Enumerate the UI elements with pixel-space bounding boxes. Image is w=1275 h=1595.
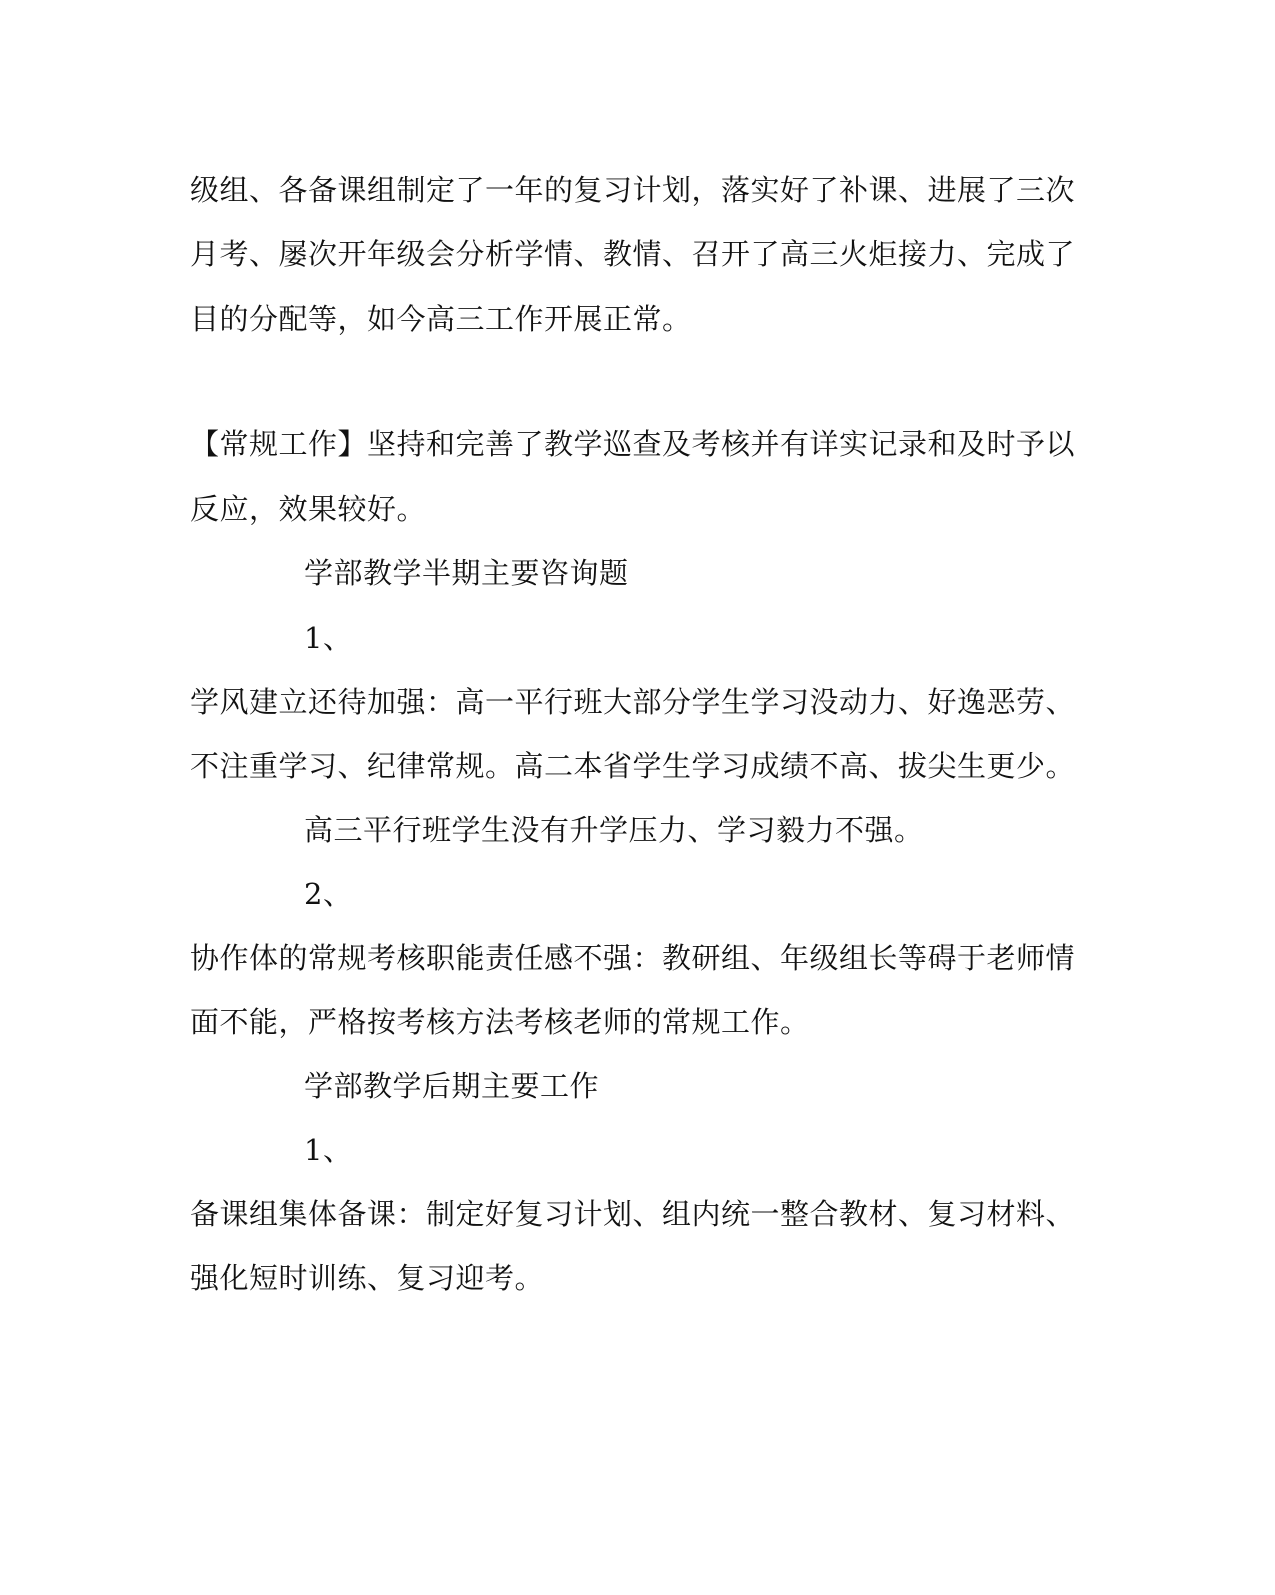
paragraph-line: 反应，效果较好。 bbox=[190, 492, 427, 526]
paragraph-line: 级组、各备课组制定了一年的复习计划，落实好了补课、进展了三次 bbox=[190, 173, 1076, 207]
list-number: 2、 bbox=[304, 877, 353, 911]
section-heading: 学部教学后期主要工作 bbox=[304, 1069, 600, 1103]
paragraph-line: 月考、屡次开年级会分析学情、教情、召开了高三火炬接力、完成了 bbox=[190, 237, 1076, 271]
paragraph-line: 备课组集体备课：制定好复习计划、组内统一整合教材、复习材料、 bbox=[190, 1197, 1076, 1231]
paragraph-line: 目的分配等，如今高三工作开展正常。 bbox=[190, 302, 692, 336]
paragraph-line: 高三平行班学生没有升学压力、学习毅力不强。 bbox=[304, 813, 924, 847]
paragraph-line: 协作体的常规考核职能责任感不强：教研组、年级组长等碍于老师情 bbox=[190, 941, 1076, 975]
list-number: 1、 bbox=[304, 1133, 353, 1167]
section-heading: 学部教学半期主要咨询题 bbox=[304, 556, 629, 590]
paragraph-line: 学风建立还待加强：高一平行班大部分学生学习没动力、好逸恶劳、 bbox=[190, 685, 1076, 719]
paragraph-line: 不注重学习、纪律常规。高二本省学生学习成绩不高、拔尖生更少。 bbox=[190, 749, 1076, 783]
paragraph-line: 强化短时训练、复习迎考。 bbox=[190, 1261, 545, 1295]
list-number: 1、 bbox=[304, 621, 353, 655]
paragraph-line: 【常规工作】坚持和完善了教学巡查及考核并有详实记录和及时予以 bbox=[190, 427, 1076, 461]
paragraph-line: 面不能，严格按考核方法考核老师的常规工作。 bbox=[190, 1005, 810, 1039]
